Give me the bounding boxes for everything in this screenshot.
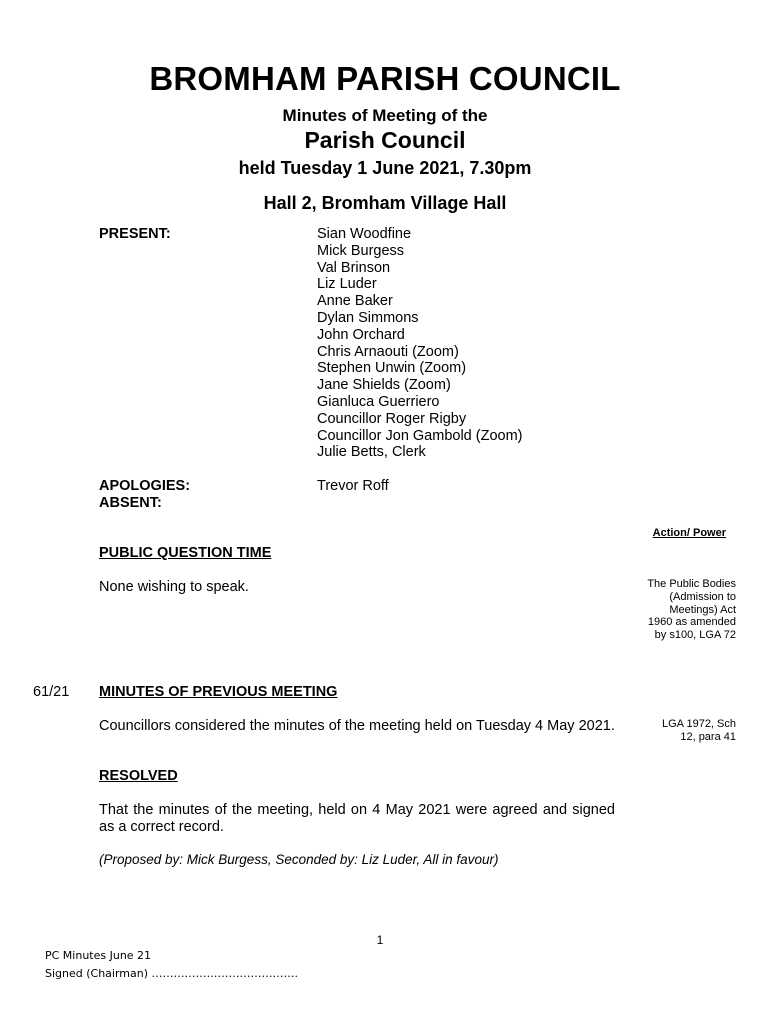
present-member: Jane Shields (Zoom): [317, 377, 451, 394]
action-power-header: Action/ Power: [652, 527, 726, 539]
present-member: Mick Burgess: [317, 242, 405, 259]
public-question-text: None wishing to speak.: [99, 579, 249, 595]
council-title: BROMHAM PARISH COUNCIL: [149, 60, 621, 97]
proposal-text: (Proposed by: Mick Burgess, Seconded by: Liz Luder, All in favour): [99, 852, 499, 867]
footer-signature-line: Signed (Chairman) ………………………………….: [45, 967, 299, 980]
present-member: Dylan Simmons: [317, 309, 419, 326]
present-member: Julie Betts, Clerk: [317, 444, 426, 461]
item-note: LGA 1972, Sch 12, para 41: [662, 718, 736, 743]
meeting-venue: Hall 2, Bromham Village Hall: [263, 193, 507, 213]
meeting-date: held Tuesday 1 June 2021, 7.30pm: [238, 158, 532, 178]
minutes-subtitle: Minutes of Meeting of the: [282, 106, 488, 125]
present-member: Sian Woodfine: [317, 226, 412, 242]
present-member: Val Brinson: [317, 259, 391, 276]
apologies-label: APOLOGIES:: [99, 478, 191, 494]
resolved-text: That the minutes of the meeting, held on 4 May 2021 were agreed and signed as a correct record.: [99, 802, 615, 835]
present-member: Councillor Roger Rigby: [317, 410, 467, 427]
present-member: Gianluca Guerriero: [317, 393, 440, 410]
present-member: Chris Arnaouti (Zoom): [317, 343, 459, 360]
item-heading: MINUTES OF PREVIOUS MEETING: [99, 684, 338, 700]
resolved-label: RESOLVED: [99, 768, 178, 784]
present-member: Councillor Jon Gambold (Zoom): [317, 427, 523, 444]
present-label: PRESENT:: [99, 226, 171, 242]
item-number: 61/21: [33, 684, 70, 700]
present-member: Stephen Unwin (Zoom): [317, 360, 467, 377]
public-question-note: The Public Bodies (Admission to Meetings) Act 1960 as amended by s100, LGA 72: [647, 578, 736, 642]
present-member: Liz Luder: [317, 276, 377, 293]
page-number: 1: [376, 933, 384, 947]
meeting-body: Parish Council: [304, 127, 466, 153]
public-question-heading: PUBLIC QUESTION TIME: [99, 545, 272, 561]
present-list: [317, 226, 523, 461]
apologies-value: Trevor Roff: [317, 478, 389, 494]
absent-label: ABSENT:: [99, 495, 162, 511]
present-member: John Orchard: [317, 326, 405, 343]
present-member: Anne Baker: [317, 293, 393, 310]
item-text: Councillors considered the minutes of the meeting held on Tuesday 4 May 2021.: [99, 718, 615, 734]
footer-doc-name: PC Minutes June 21: [45, 949, 152, 962]
